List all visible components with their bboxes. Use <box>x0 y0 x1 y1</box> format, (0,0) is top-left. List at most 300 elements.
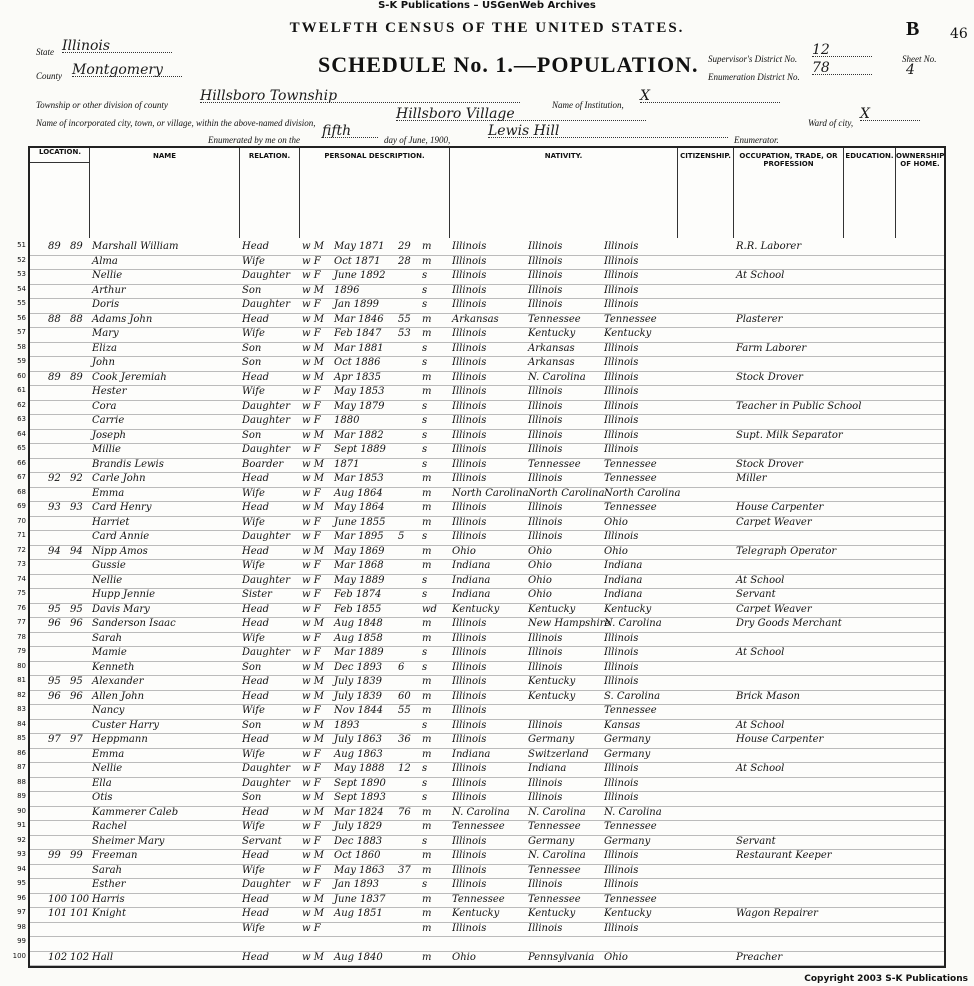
cell-mother: Illinois <box>604 357 639 368</box>
cell-birth: Feb 1847 <box>334 328 382 339</box>
cell-birth: May 1879 <box>334 400 385 412</box>
cell-n: 72 <box>17 545 26 554</box>
cell-sex: w F <box>302 560 321 571</box>
cell-mother: Germany <box>604 734 651 745</box>
cell-mother: Tennessee <box>604 705 657 716</box>
cell-sex: w F <box>302 386 321 397</box>
cell-name: Harriet <box>92 516 130 528</box>
cell-rel: Daughter <box>242 763 290 774</box>
cell-occ: At School <box>736 719 785 731</box>
cell-mother: Kentucky <box>604 328 652 339</box>
occupation-header: OCCUPATION, TRADE, OR PROFESSION <box>739 152 838 168</box>
cell-place: Illinois <box>452 270 487 281</box>
census-table <box>12 146 946 968</box>
cell-name: Rachel <box>92 821 127 832</box>
cell-birth: May 1863 <box>334 864 385 876</box>
cell-mar: m <box>422 328 432 339</box>
cell-mother: Illinois <box>604 647 639 658</box>
cell-rel: Head <box>242 690 270 702</box>
cell-rel: Son <box>242 342 262 354</box>
cell-rel: Wife <box>242 705 265 716</box>
cell-place: Illinois <box>452 357 487 368</box>
cell-name: Alexander <box>92 676 144 687</box>
cell-name: Nellie <box>92 270 123 281</box>
cell-sex: w F <box>302 328 321 339</box>
cell-n: 69 <box>17 502 26 510</box>
cell-sex: w M <box>302 429 324 441</box>
state-value: Illinois <box>62 38 172 53</box>
state-label: State <box>36 47 54 57</box>
cell-birth: July 1839 <box>334 676 382 687</box>
cell-n: 81 <box>17 676 26 684</box>
cell-fam: 92 <box>70 473 83 484</box>
cell-rel: Head <box>242 893 270 905</box>
cell-birth: Aug 1840 <box>334 951 383 963</box>
ownership-column <box>896 148 944 238</box>
cell-sex: w F <box>302 299 321 310</box>
cell-sex: w M <box>302 734 324 745</box>
cell-place: Illinois <box>452 922 487 934</box>
cell-mar: s <box>422 429 428 441</box>
cell-n: 78 <box>17 632 26 641</box>
cell-dw: 96 <box>48 690 61 702</box>
cell-birth: Mar 1895 <box>334 531 384 542</box>
cell-mother: Illinois <box>604 299 639 310</box>
cell-sex: w F <box>302 400 321 412</box>
cell-age: 76 <box>398 806 411 818</box>
cell-father: Illinois <box>528 502 563 513</box>
cell-sex: w F <box>302 516 321 528</box>
cell-name: Sarah <box>92 864 122 876</box>
cell-birth: Aug 1858 <box>334 632 383 644</box>
cell-sex: w M <box>302 357 324 368</box>
cell-sex: w F <box>302 879 321 890</box>
cell-name: Harris <box>92 893 125 905</box>
cell-place: N. Carolina <box>452 806 510 818</box>
cell-rel: Daughter <box>242 647 290 658</box>
cell-place: Illinois <box>452 473 487 484</box>
cell-n: 99 <box>17 937 26 945</box>
cell-birth: June 1892 <box>334 270 386 281</box>
cell-mar: s <box>422 763 428 774</box>
cell-dw: 97 <box>48 734 61 745</box>
cell-birth: Nov 1844 <box>334 705 384 716</box>
cell-rel: Son <box>242 719 262 731</box>
cell-mother: Ohio <box>604 545 628 557</box>
cell-place: Illinois <box>452 734 487 745</box>
cell-name: Millie <box>92 444 121 455</box>
cell-occ: Stock Drover <box>736 371 803 383</box>
cell-mar: s <box>422 299 428 310</box>
cell-n: 97 <box>17 908 26 916</box>
cell-name: Heppmann <box>92 734 148 745</box>
cell-n: 83 <box>17 705 26 713</box>
cell-n: 87 <box>17 763 26 771</box>
cell-birth: May 1888 <box>334 763 385 774</box>
cell-birth: May 1864 <box>334 502 385 513</box>
cell-n: 85 <box>17 734 26 742</box>
location-column <box>30 148 90 238</box>
cell-mar: m <box>422 690 432 702</box>
cell-birth: Oct 1871 <box>334 255 381 267</box>
cell-father: Illinois <box>528 792 563 803</box>
cell-place: Illinois <box>452 647 487 658</box>
cell-occ: Servant <box>736 589 776 600</box>
cell-name: Nellie <box>92 763 123 774</box>
cell-father: Tennessee <box>528 893 581 905</box>
cell-name: Card Annie <box>92 531 150 542</box>
cell-birth: Feb 1874 <box>334 589 382 600</box>
schedule-title: SCHEDULE No. 1.—POPULATION. <box>318 52 699 77</box>
cell-father: Illinois <box>528 777 563 789</box>
cell-rel: Head <box>242 850 270 861</box>
cell-father: Kentucky <box>528 908 576 919</box>
cell-father: Illinois <box>528 284 563 296</box>
cell-name: Ella <box>92 777 112 789</box>
cell-birth: 1896 <box>334 284 360 296</box>
cell-n: 60 <box>17 371 26 380</box>
cell-rel: Wife <box>242 864 265 876</box>
cell-mar: s <box>422 531 428 542</box>
cell-sex: w F <box>302 255 321 267</box>
cell-mother: Illinois <box>604 792 639 803</box>
cell-sex: w M <box>302 951 324 963</box>
cell-place: Tennessee <box>452 821 505 832</box>
cell-sex: w M <box>302 458 324 470</box>
location-header: LOCATION. <box>30 148 90 163</box>
cell-occ: Supt. Milk Separator <box>736 429 843 441</box>
cell-father: New Hampshire <box>528 618 611 629</box>
cell-father: Tennessee <box>528 313 581 325</box>
cell-sex: w M <box>302 908 324 919</box>
cell-occ: Carpet Weaver <box>736 603 812 615</box>
cell-rel: Head <box>242 734 270 745</box>
cell-sex: w M <box>302 313 324 325</box>
cell-father: N. Carolina <box>528 371 586 383</box>
cell-place: Illinois <box>452 429 487 441</box>
cell-name: Doris <box>92 299 120 310</box>
cell-name: Carle John <box>92 473 146 484</box>
cell-name: Kammerer Caleb <box>92 806 179 818</box>
cell-place: Illinois <box>452 792 487 803</box>
cell-birth: Sept 1889 <box>334 444 386 455</box>
cell-mother: Illinois <box>604 444 639 455</box>
cell-birth: Mar 1868 <box>334 560 384 571</box>
cell-fam: 102 <box>70 951 90 963</box>
cell-father: Pennsylvania <box>528 951 595 963</box>
cell-mother: Tennessee <box>604 821 657 832</box>
cell-place: Illinois <box>452 705 487 716</box>
cell-place: Arkansas <box>452 313 499 325</box>
enumeration-value: 78 <box>812 60 872 75</box>
cell-father: Illinois <box>528 241 563 252</box>
cell-name: Kenneth <box>92 661 135 673</box>
cell-n: 63 <box>17 415 26 423</box>
cell-mother: Tennessee <box>604 458 657 470</box>
cell-rel: Wife <box>242 255 265 267</box>
cell-sex: w F <box>302 864 321 876</box>
cell-rel: Daughter <box>242 879 290 890</box>
cell-rel: Son <box>242 357 262 368</box>
cell-place: Illinois <box>452 342 487 354</box>
cell-occ: Telegraph Operator <box>736 545 837 557</box>
cell-sex: w F <box>302 270 321 281</box>
relation-header: RELATION. <box>248 152 291 160</box>
cell-n: 88 <box>17 777 26 786</box>
cell-father: Illinois <box>528 922 563 934</box>
cell-place: Illinois <box>452 661 487 673</box>
cell-birth: Aug 1848 <box>334 618 383 629</box>
cell-mar: s <box>422 284 428 296</box>
cell-occ: At School <box>736 270 785 281</box>
cell-mar: s <box>422 647 428 658</box>
cell-fam: 89 <box>70 371 83 383</box>
cell-mother: Tennessee <box>604 313 657 325</box>
cell-mar: s <box>422 574 428 586</box>
cell-rel: Wife <box>242 748 265 760</box>
cell-name: Sarah <box>92 632 122 644</box>
institution-value: X <box>640 88 780 103</box>
cell-name: Brandis Lewis <box>92 458 164 470</box>
cell-name: Allen John <box>92 690 145 702</box>
cell-mother: Illinois <box>604 632 639 644</box>
cell-mother: Indiana <box>604 560 643 571</box>
cell-rel: Daughter <box>242 777 290 789</box>
cell-mar: m <box>422 864 432 876</box>
cell-mar: s <box>422 879 428 890</box>
cell-mar: s <box>422 342 428 354</box>
cell-father: Ohio <box>528 560 552 571</box>
cell-sex: w M <box>302 676 324 687</box>
cell-birth: 1871 <box>334 458 360 470</box>
cell-n: 100 <box>12 951 26 960</box>
cell-age: 5 <box>398 531 405 542</box>
cell-dw: 95 <box>48 676 61 687</box>
city-label: Name of incorporated city, town, or village, within the above-named division, <box>36 118 316 128</box>
cell-name: Hupp Jennie <box>92 589 156 600</box>
cell-n: 82 <box>17 690 26 699</box>
cell-sex: w M <box>302 284 324 296</box>
cell-rel: Head <box>242 473 270 484</box>
cell-fam: 95 <box>70 603 83 615</box>
cell-birth: Mar 1824 <box>334 806 384 818</box>
cell-n: 64 <box>17 429 26 438</box>
cell-n: 92 <box>17 835 26 844</box>
cell-father: Ohio <box>528 574 552 586</box>
cell-mar: s <box>422 415 428 426</box>
cell-sex: w M <box>302 502 324 513</box>
cell-place: Illinois <box>452 531 487 542</box>
cell-n: 79 <box>17 647 26 655</box>
cell-birth: July 1829 <box>334 821 382 832</box>
cell-fam: 96 <box>70 690 83 702</box>
cell-sex: w M <box>302 893 324 905</box>
cell-sex: w F <box>302 763 321 774</box>
cell-name: Marshall William <box>92 241 179 252</box>
cell-mother: S. Carolina <box>604 690 661 702</box>
cell-mother: Illinois <box>604 864 639 876</box>
sheet-value: 4 <box>906 62 915 78</box>
cell-mother: Illinois <box>604 270 639 281</box>
cell-sex: w M <box>302 545 324 557</box>
cell-place: Illinois <box>452 241 487 252</box>
cell-mar: m <box>422 705 432 716</box>
cell-place: Illinois <box>452 864 487 876</box>
enumerator-label: Enumerator. <box>734 135 779 145</box>
nativity-column <box>450 148 678 238</box>
cell-fam: 88 <box>70 313 83 325</box>
cell-mar: m <box>422 908 432 919</box>
cell-mother: Illinois <box>604 676 639 687</box>
cell-mother: Indiana <box>604 574 643 586</box>
cell-place: Illinois <box>452 444 487 455</box>
cell-mar: m <box>422 951 432 963</box>
cell-place: Illinois <box>452 763 487 774</box>
cell-birth: Sept 1893 <box>334 792 386 803</box>
citizenship-header: CITIZENSHIP. <box>680 152 731 160</box>
cell-birth: May 1889 <box>334 574 385 586</box>
cell-occ: Stock Drover <box>736 458 803 470</box>
cell-name: Nellie <box>92 574 123 586</box>
cell-place: Illinois <box>452 255 487 267</box>
cell-sex: w F <box>302 603 321 615</box>
cell-mother: North Carolina <box>604 487 681 499</box>
cell-rel: Son <box>242 661 262 673</box>
cell-father: N. Carolina <box>528 806 586 818</box>
cell-sex: w F <box>302 415 321 426</box>
cell-fam: 94 <box>70 545 83 557</box>
institution-label: Name of Institution, <box>552 100 624 110</box>
cell-rel: Daughter <box>242 270 290 281</box>
cell-father: Illinois <box>528 879 563 890</box>
cell-name: Nancy <box>92 705 125 716</box>
cell-father: Kentucky <box>528 603 576 615</box>
cell-birth: Sept 1890 <box>334 777 386 789</box>
cell-rel: Daughter <box>242 299 290 310</box>
citizenship-column <box>678 148 734 238</box>
cell-sex: w F <box>302 487 321 499</box>
cell-mar: s <box>422 719 428 731</box>
cell-dw: 89 <box>48 371 61 383</box>
cell-mar: m <box>422 502 432 513</box>
cell-rel: Wife <box>242 487 265 499</box>
cell-birth: Mar 1853 <box>334 473 384 484</box>
cell-mother: Illinois <box>604 386 639 397</box>
cell-name: Otis <box>92 792 113 803</box>
cell-fam: 95 <box>70 676 83 687</box>
cell-mother: Indiana <box>604 589 643 600</box>
enumeration-label: Enumeration District No. <box>708 72 800 82</box>
cell-place: Indiana <box>452 560 491 571</box>
cell-mother: Germany <box>604 748 651 760</box>
cell-sex: w F <box>302 748 321 760</box>
cell-n: 52 <box>17 255 26 264</box>
cell-birth: July 1839 <box>334 690 382 702</box>
cell-age: 55 <box>398 313 411 325</box>
cell-n: 59 <box>17 357 26 365</box>
cell-birth: June 1855 <box>334 516 386 528</box>
cell-dw: 89 <box>48 241 61 252</box>
cell-place: North Carolina <box>452 487 529 499</box>
enumerated-mid: day of June, 1900, <box>384 135 451 145</box>
cell-mother: Illinois <box>604 342 639 354</box>
cell-mother: Tennessee <box>604 893 657 905</box>
ownership-header: OWNERSHIP OF HOME. <box>896 152 945 168</box>
cell-name: Sheimer Mary <box>92 835 165 847</box>
cell-place: Ohio <box>452 951 476 963</box>
cell-mother: Illinois <box>604 531 639 542</box>
cell-mar: s <box>422 357 428 368</box>
cell-mar: m <box>422 241 432 252</box>
personal-column <box>300 148 450 238</box>
cell-dw: 102 <box>48 951 68 963</box>
cell-mar: m <box>422 487 432 499</box>
cell-occ: Carpet Weaver <box>736 516 812 528</box>
cell-birth: May 1869 <box>334 545 385 557</box>
cell-fam: 96 <box>70 618 83 629</box>
cell-n: 57 <box>17 328 26 336</box>
cell-rel: Head <box>242 951 270 963</box>
cell-name: Sanderson Isaac <box>92 618 176 629</box>
cell-occ: Miller <box>736 473 767 484</box>
cell-name: Emma <box>92 487 125 499</box>
cell-sex: w M <box>302 473 324 484</box>
cell-sex: w F <box>302 574 321 586</box>
sheet-letter: B <box>906 18 920 40</box>
cell-birth: Apr 1835 <box>334 371 382 383</box>
cell-sex: w M <box>302 690 324 702</box>
cell-father: Kentucky <box>528 690 576 702</box>
cell-name: Custer Harry <box>92 719 160 731</box>
cell-mar: s <box>422 270 428 281</box>
cell-occ: House Carpenter <box>736 734 824 745</box>
cell-occ: Restaurant Keeper <box>736 850 832 861</box>
cell-sex: w F <box>302 835 321 847</box>
cell-fam: 99 <box>70 850 83 861</box>
cell-place: Illinois <box>452 690 487 702</box>
cell-birth: July 1863 <box>334 734 382 745</box>
cell-place: Illinois <box>452 502 487 513</box>
cell-birth: Aug 1863 <box>334 748 383 760</box>
cell-father: Ohio <box>528 545 552 557</box>
cell-occ: Brick Mason <box>736 690 800 702</box>
cell-rel: Head <box>242 603 270 615</box>
cell-birth: 1880 <box>334 415 360 426</box>
cell-rel: Head <box>242 371 270 383</box>
cell-occ: Teacher in Public School <box>736 400 862 412</box>
cell-mar: s <box>422 835 428 847</box>
cell-dw: 88 <box>48 313 61 325</box>
cell-birth: June 1837 <box>334 893 386 905</box>
cell-n: 94 <box>17 864 26 873</box>
cell-mar: s <box>422 661 428 673</box>
cell-n: 95 <box>17 879 26 887</box>
cell-rel: Daughter <box>242 400 290 412</box>
cell-place: Illinois <box>452 386 487 397</box>
cell-n: 67 <box>17 473 26 481</box>
publisher-banner: S-K Publications – USGenWeb Archives <box>378 0 596 11</box>
cell-rel: Wife <box>242 328 265 339</box>
cell-sex: w F <box>302 777 321 789</box>
cell-mar: m <box>422 386 432 397</box>
city-value: Hillsboro Village <box>396 106 646 121</box>
cell-name: Emma <box>92 748 125 760</box>
cell-rel: Daughter <box>242 444 290 455</box>
cell-place: Illinois <box>452 632 487 644</box>
cell-name: Freeman <box>92 850 138 861</box>
cell-sex: w F <box>302 647 321 658</box>
cell-mother: N. Carolina <box>604 618 662 629</box>
